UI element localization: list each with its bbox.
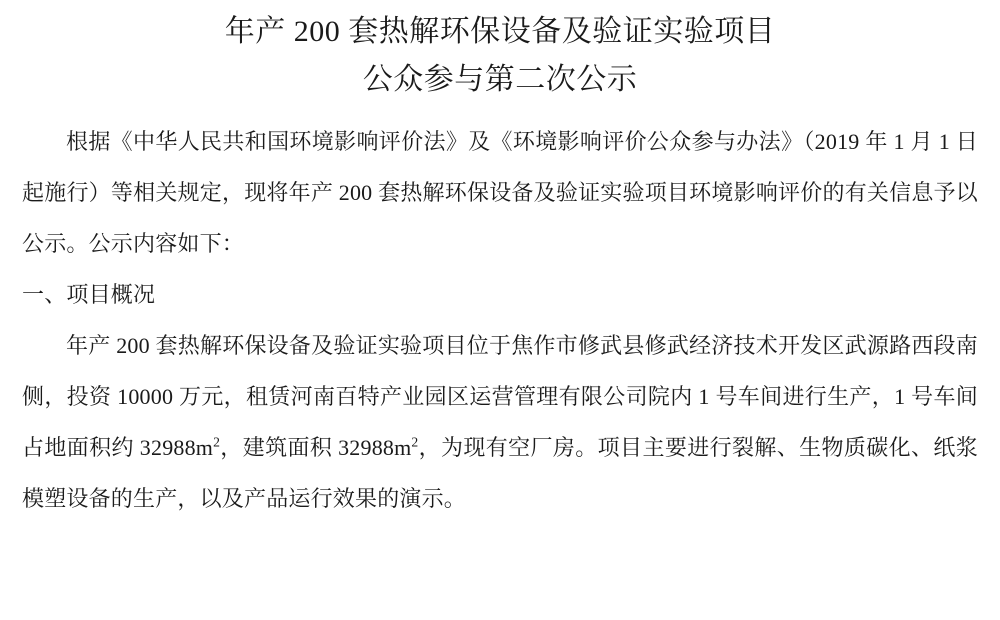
overview-superscript-1: 2 <box>213 434 221 450</box>
project-overview-paragraph <box>22 320 978 524</box>
page-title <box>22 8 978 104</box>
overview-segment-2: ，建筑面积 32988m <box>220 435 412 460</box>
page-title-line-1: 年产 200 套热解环保设备及验证实验项目 <box>224 15 776 48</box>
overview-segment-3: ，为现有空厂房。项目主要进行裂解、生物质碳化、纸浆模塑设备的生产，以及产品运行效果的演示。 <box>22 435 978 511</box>
intro-paragraph: 根据《中华人民共和国环境影响评价法》及《环境影响评价公众参与办法》（2019 年 1 月 1 日起施行）等相关规定，现将年产 200 套热解环保设备及验证实验项目环境影响评价的有关信息予以公示。公示内容如下： <box>22 129 978 256</box>
document-body <box>22 116 978 524</box>
title-body-spacer <box>22 104 978 116</box>
overview-segment-1: 年产 200 套热解环保设备及验证实验项目位于焦作市修武县修武经济技术开发区武源路西段南侧，投资 10000 万元，租赁河南百特产业园区运营管理有限公司院内 1 号车间进行生产，1 号车间占地面积约 32988m <box>22 333 978 460</box>
overview-superscript-2: 2 <box>411 434 419 450</box>
section-heading-project-overview: 一、项目概况 <box>22 282 156 307</box>
page-title-line-2: 公众参与第二次公示 <box>362 63 638 96</box>
